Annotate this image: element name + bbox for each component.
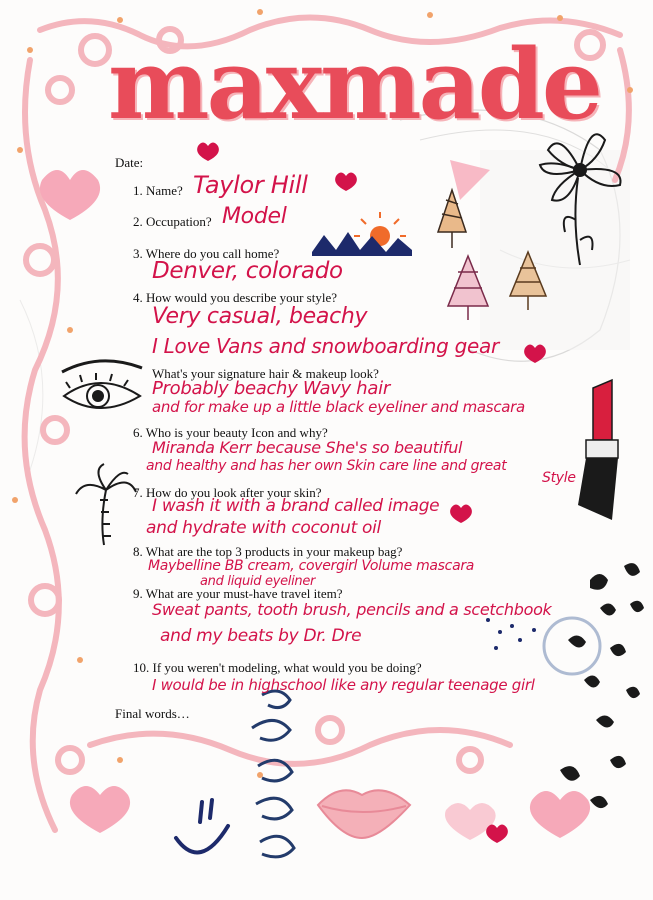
question-9-answer-line-1: Sweat pants, tooth brush, pencils and a scetchbook bbox=[152, 600, 552, 619]
dotted-pattern bbox=[486, 618, 536, 650]
question-9-label: 9. What are your must-have travel item? bbox=[133, 586, 343, 601]
smiley-icon bbox=[176, 800, 228, 852]
question-9-answer-line-2: and my beats by Dr. Dre bbox=[160, 626, 362, 646]
question-1-answer: Taylor Hill bbox=[193, 171, 308, 199]
leopard-print-icon bbox=[560, 563, 644, 808]
question-10-answer: I would be in highschool like any regular teenage girl bbox=[152, 676, 535, 694]
question-8-answer-line-2: and liquid eyeliner bbox=[200, 574, 316, 589]
question-4-answer-line-1: Very casual, beachy bbox=[152, 304, 368, 329]
question-6-answer-line-1: Miranda Kerr because She's so beautiful bbox=[152, 438, 463, 457]
question-7-label: 7. How do you look after your skin? bbox=[133, 485, 322, 500]
question-10-label: 10. If you weren't modeling, what would you be doing? bbox=[133, 660, 422, 675]
question-5-label: What's your signature hair & makeup look? bbox=[152, 366, 379, 381]
question-6-label: 6. Who is your beauty Icon and why? bbox=[133, 425, 328, 440]
question-2-label: 2. Occupation? bbox=[133, 214, 212, 229]
question-4-answer-line-2: I Love Vans and snowboarding gear bbox=[152, 334, 499, 358]
question-6-answer-line-3: Style bbox=[542, 470, 576, 486]
question-3-answer: Denver, colorado bbox=[152, 258, 343, 284]
question-2-answer: Model bbox=[222, 204, 287, 229]
question-3-label: 3. Where do you call home? bbox=[133, 246, 280, 261]
sun-mountains-icon bbox=[312, 212, 412, 256]
lips-icon bbox=[318, 790, 410, 838]
question-8-answer-line-1: Maybelline BB cream, covergirl Volume mascara bbox=[148, 558, 475, 574]
palm-tree-icon bbox=[76, 464, 136, 545]
question-8-label: 8. What are the top 3 products in your makeup bag? bbox=[133, 544, 403, 559]
question-5-answer-line-2: and for make up a little black eyeliner and mascara bbox=[152, 398, 525, 416]
pine-tree-icon bbox=[438, 190, 466, 248]
magazine-logo: maxmade bbox=[108, 28, 600, 141]
question-5-answer-line-1: Probably beachy Wavy hair bbox=[152, 378, 390, 399]
question-7-answer-line-2: and hydrate with coconut oil bbox=[146, 518, 381, 538]
question-6-answer-line-2: and healthy and has her own Skin care line and great bbox=[146, 458, 507, 474]
question-7-answer-line-1: I wash it with a brand called image bbox=[152, 496, 440, 516]
lipstick-icon bbox=[578, 380, 618, 520]
question-4-label: 4. How would you describe your style? bbox=[133, 290, 337, 305]
final-words-label: Final words… bbox=[115, 706, 190, 721]
date-label: Date: bbox=[115, 155, 144, 170]
eye-sketch-icon bbox=[62, 361, 142, 408]
question-1-label: 1. Name? bbox=[133, 183, 183, 198]
